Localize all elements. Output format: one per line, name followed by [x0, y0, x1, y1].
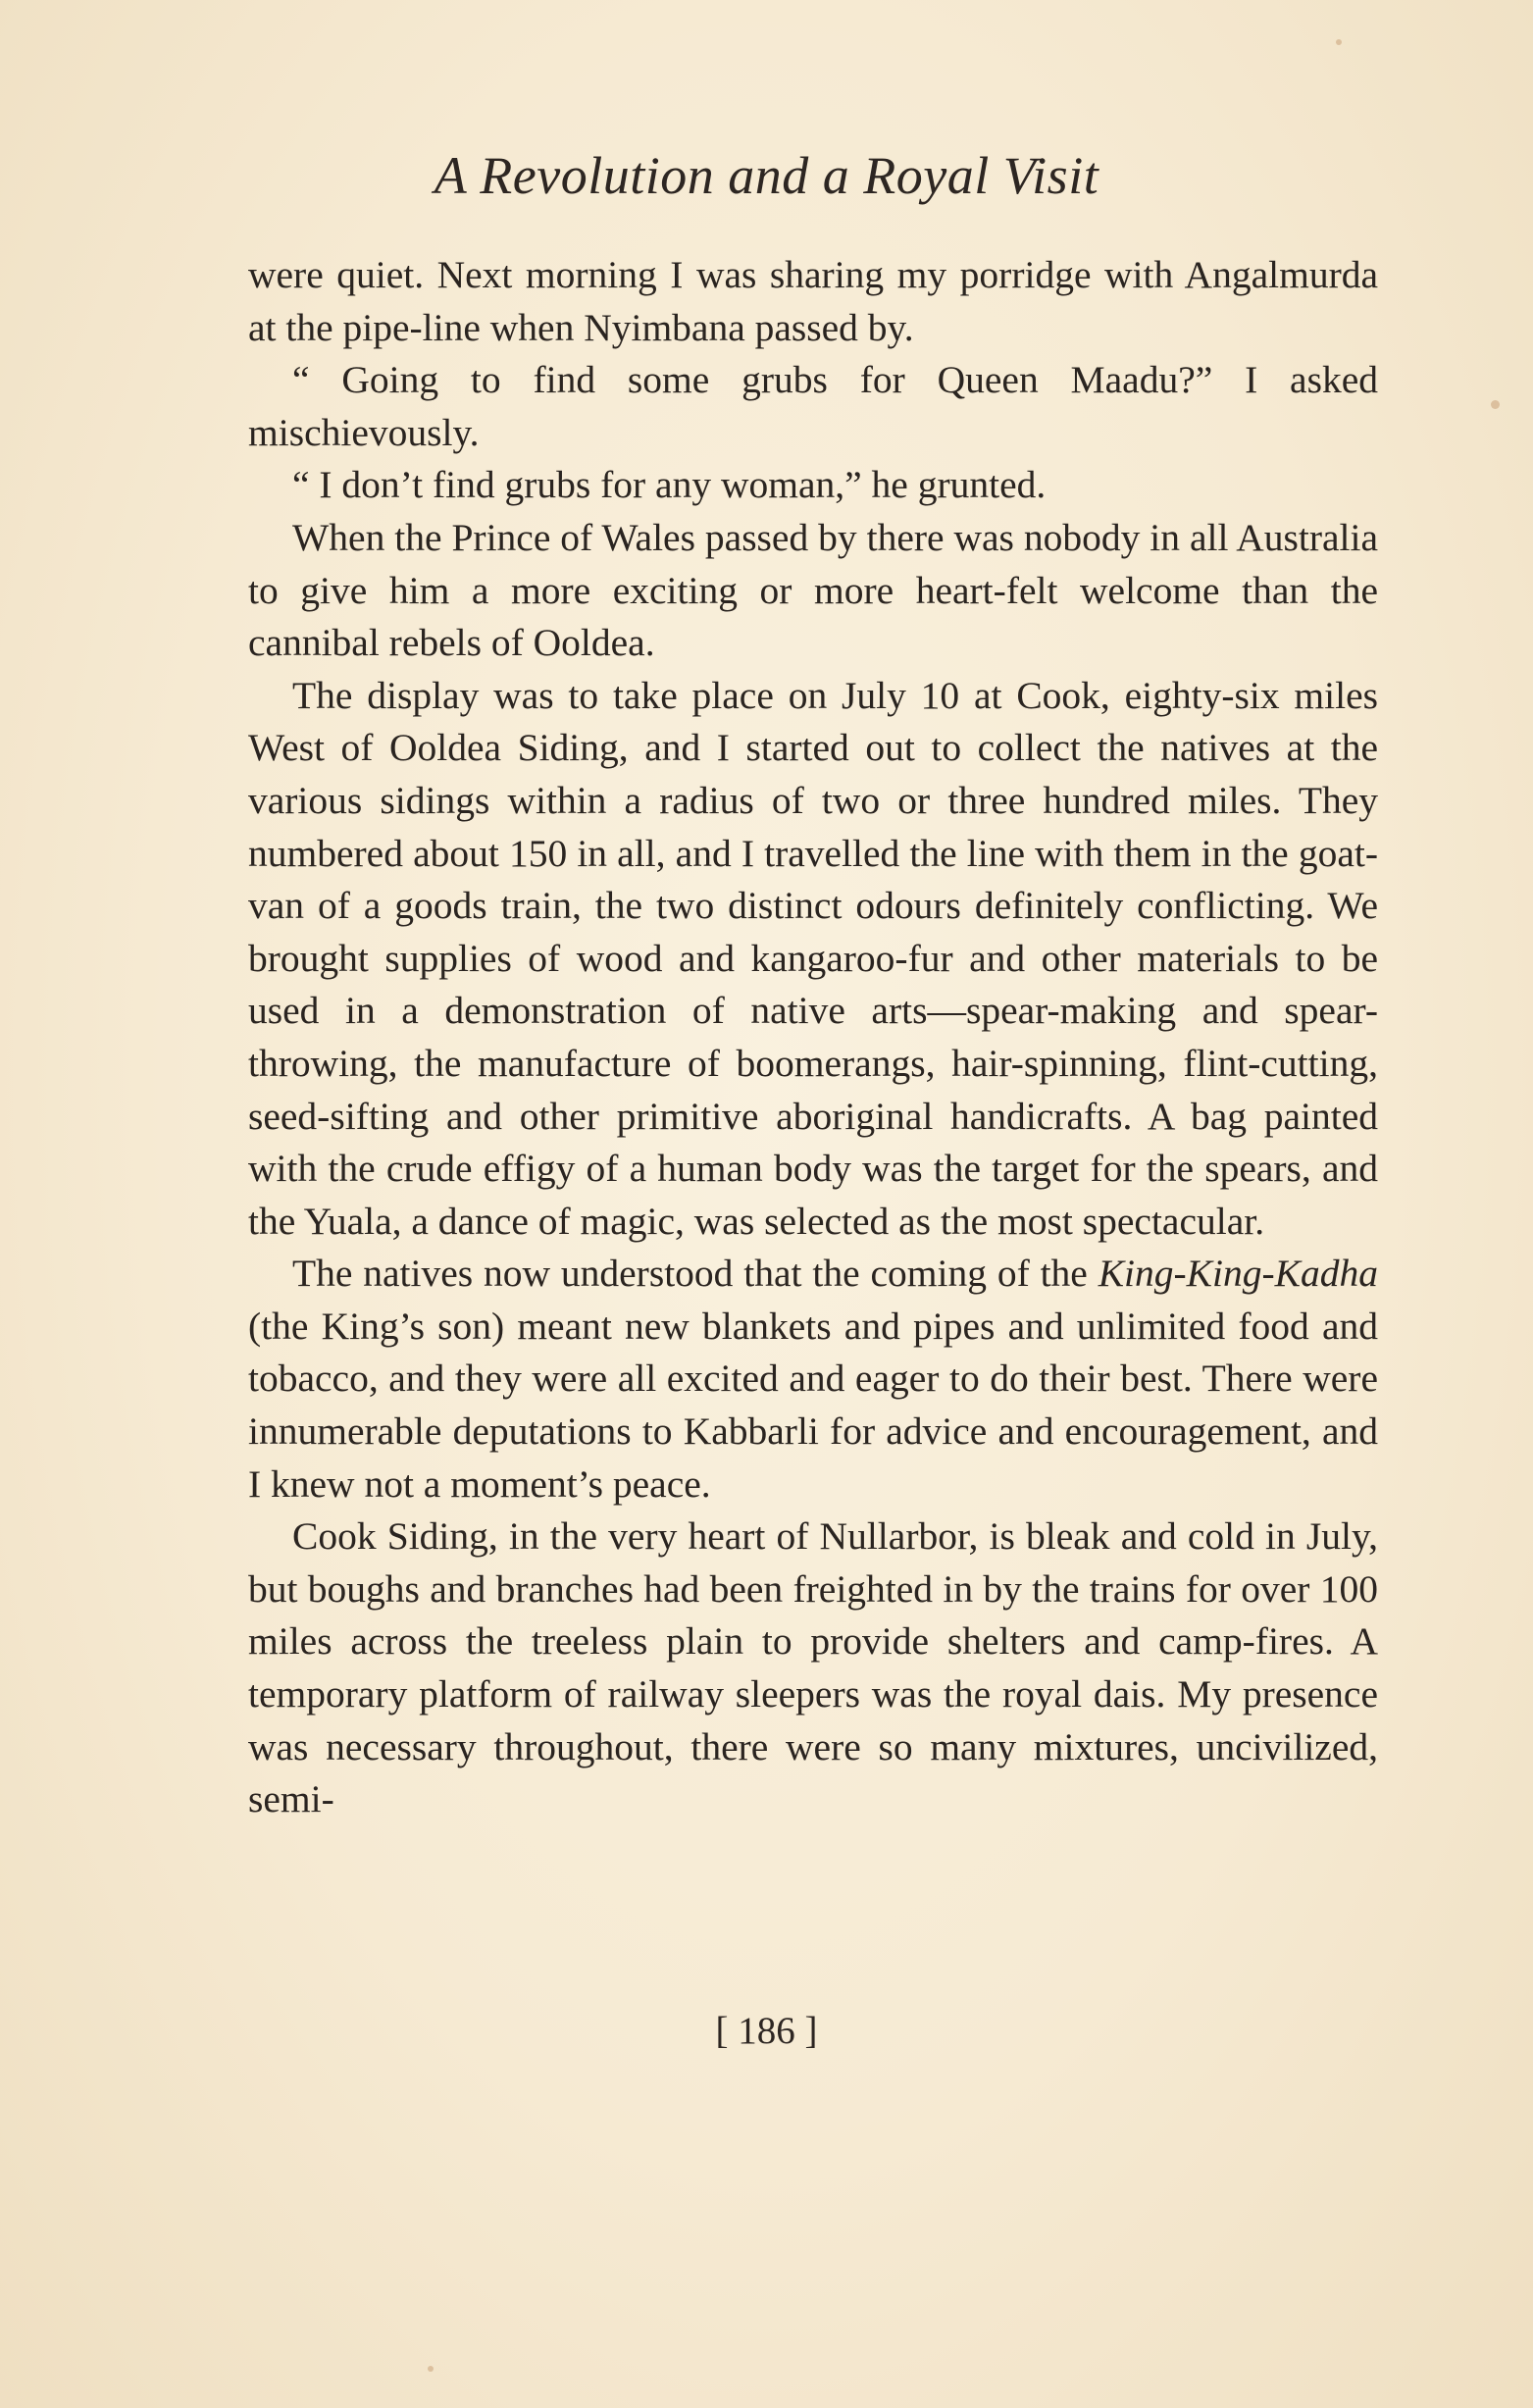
paper-speck: [1336, 39, 1342, 45]
paragraph: The display was to take place on July 10 at Cook, eighty-six miles West of Ooldea Siding, and I started out to collect the natives at the various sidings within a radius of two or three hundred miles. They numbered about 150 in all, and I travelled the line with them in the goat-van of a goods train, the two distinct odours definitely conflicting. We brought supplies of wood and kangaroo-fur and other materials to be used in a demonstration of native arts—spear-making and spear-throwing, the manufacture of boomerangs, hair-spinning, flint-cutting, seed-sifting and other primitive aboriginal handicrafts. A bag painted with the crude effigy of a human body was the target for the spears, and the Yuala, a dance of magic, was selected as the most spectacular.: [248, 673, 1378, 1243]
paragraph: Cook Siding, in the very heart of Nullarbor, is bleak and cold in July, but boughs and branches had been freighted in by the trains for over 100 miles across the treeless plain to provide shelters and camp-fires. A temporary platform of railway sleepers was the royal dais. My presence was necessary throughout, there were so many mixtures, uncivilized, semi-: [248, 1514, 1378, 1821]
body-text: [248, 249, 1378, 1826]
paper-speck: [1491, 400, 1500, 409]
italic-term: King-King-Kadha: [1098, 1252, 1378, 1296]
paragraph: When the Prince of Wales passed by there was nobody in all Australia to give him a more exciting or more heart-felt welcome than the cannibal rebels of Ooldea.: [248, 515, 1378, 665]
running-head: A Revolution and a Royal Visit: [434, 146, 1099, 205]
paragraph: “ I don’t find grubs for any woman,” he grunted.: [292, 463, 1047, 507]
paragraph: were quiet. Next morning I was sharing my porridge with Angalmurda at the pipe-line when Nyimbana passed by.: [248, 253, 1378, 349]
paragraph: [248, 1248, 1378, 1511]
paragraph: “ Going to find some grubs for Queen Maadu?” I asked mischievously.: [248, 358, 1378, 454]
page-number: [ 186 ]: [715, 2010, 818, 2052]
paragraph-text: The natives now understood that the coming of the: [292, 1252, 1099, 1296]
paragraph-text: (the King’s son) meant new blankets and pipes and unlimited food and tobacco, and they were all excited and eager to do their best. There were innumerable deputations to Kabbarli for advice and encouragement, and I knew not a moment’s peace.: [248, 1304, 1378, 1506]
paper-speck: [428, 2366, 434, 2372]
